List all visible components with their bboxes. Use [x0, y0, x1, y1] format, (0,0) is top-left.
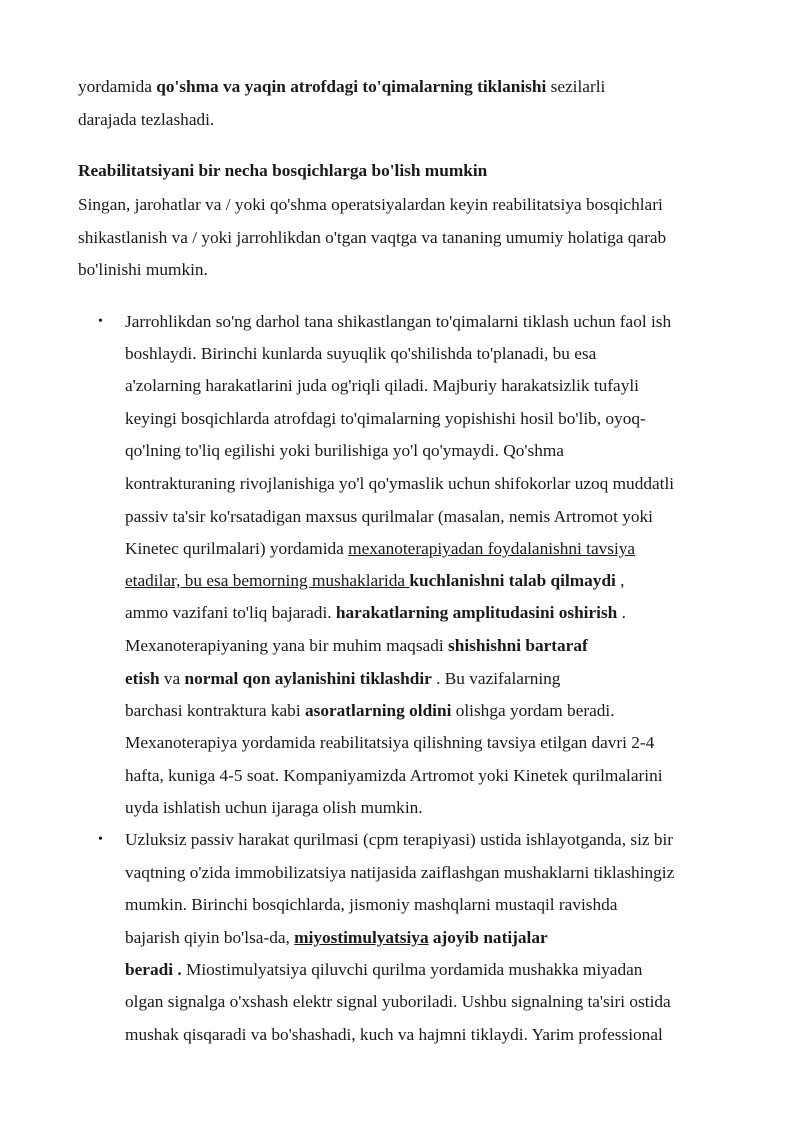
bullet2-line: olgan signalga o'xshash elektr signal yuboriladi. Ushbu signalning ta'siri ostida: [125, 992, 671, 1011]
bold-phrase: beradi .: [125, 960, 182, 979]
bullet1-line: a'zolarning harakatlarini juda og'riqli qiladi. Majburiy harakatsizlik tufayli: [125, 376, 639, 395]
intro-line-2: darajada tezlashadi.: [78, 110, 215, 129]
bullet-marker: •: [98, 314, 103, 329]
bullet1-line: hafta, kuniga 4-5 soat. Kompaniyamizda Artromot yoki Kinetek qurilmalarini: [125, 766, 663, 785]
underlined-phrase: etadilar, bu esa bemorning mushaklarida: [125, 571, 410, 590]
bullet1-line: uyda ishlatish uchun ijaraga olish mumkin.: [125, 798, 423, 817]
bullet-marker: •: [98, 832, 103, 847]
bullet1-line: etadilar, bu esa bemorning mushaklarida kuchlanishni talab qilmaydi ,: [125, 571, 625, 590]
bullet1-line: Jarrohlikdan so'ng darhol tana shikastlangan to'qimalarni tiklash uchun faol ish: [125, 312, 672, 331]
intro-bold-phrase: qo'shma va yaqin atrofdagi to'qimalarning tiklanishi: [156, 77, 547, 96]
bullet1-line: Mexanoterapiyaning yana bir muhim maqsadi shishishni bartaraf: [125, 636, 588, 655]
bullet1-line: Mexanoterapiya yordamida reabilitatsiya qilishning tavsiya etilgan davri 2-4: [125, 733, 655, 752]
bold-underlined-phrase: miyostimulyatsiya: [294, 928, 429, 947]
para-line: shikastlanish va / yoki jarrohlikdan o'tgan vaqtga va tananing umumiy holatiga qarab: [78, 228, 667, 247]
section-heading: Reabilitatsiyani bir necha bosqichlarga bo'lish mumkin: [78, 161, 488, 180]
bullet2-line: bajarish qiyin bo'lsa-da, miyostimulyatsiya ajoyib natijalar: [125, 928, 548, 947]
intro-line-1: yordamida qo'shma va yaqin atrofdagi to'qimalarning tiklanishi sezilarli: [78, 77, 606, 96]
para-line: Singan, jarohatlar va / yoki qo'shma operatsiyalardan keyin reabilitatsiya bosqichlari: [78, 195, 663, 214]
bold-phrase: harakatlarning amplitudasini oshirish: [335, 603, 618, 622]
para-line: bo'linishi mumkin.: [78, 260, 208, 279]
bullet1-line: keyingi bosqichlarda atrofdagi to'qimalarning yopishishi hosil bo'lib, oyoq-: [125, 409, 646, 428]
bullet1-line: Kinetec qurilmalari) yordamida mexanoterapiyadan foydalanishni tavsiya: [125, 539, 636, 558]
bullet2-line: beradi . Miostimulyatsiya qiluvchi qurilma yordamida mushakka miyadan: [125, 960, 643, 979]
bullet2-line: Uzluksiz passiv harakat qurilmasi (cpm terapiyasi) ustida ishlayotganda, siz bir: [125, 830, 674, 849]
bullet1-line: passiv ta'sir ko'rsatadigan maxsus qurilmalar (masalan, nemis Artromot yoki: [125, 507, 653, 526]
bold-phrase: normal qon aylanishini tiklashdir: [184, 669, 432, 688]
underlined-phrase: mexanoterapiyadan foydalanishni tavsiya: [348, 539, 636, 558]
bullet1-line: boshlaydi. Birinchi kunlarda suyuqlik qo'shilishda to'planadi, bu esa: [125, 344, 597, 363]
bullet2-line: vaqtning o'zida immobilizatsiya natijasida zaiflashgan mushaklarni tiklashingiz: [125, 863, 675, 882]
bold-phrase: ajoyib natijalar: [428, 928, 548, 947]
bullet1-line: kontrakturaning rivojlanishiga yo'l qo'ymaslik uchun shifokorlar uzoq muddatli: [125, 474, 675, 493]
bold-phrase: etish: [125, 669, 160, 688]
bullet1-line: etish va normal qon aylanishini tiklashdir . Bu vazifalarning: [125, 669, 561, 688]
bullet2-line: mumkin. Birinchi bosqichlarda, jismoniy mashqlarni mustaqil ravishda: [125, 895, 618, 914]
bullet1-line: qo'lning to'liq egilishi yoki burilishiga yo'l qo'ymaydi. Qo'shma: [125, 441, 564, 460]
bullet2-line: mushak qisqaradi va bo'shashadi, kuch va hajmni tiklaydi. Yarim professional: [125, 1025, 663, 1044]
bullet1-line: barchasi kontraktura kabi asoratlarning oldini olishga yordam beradi.: [125, 701, 615, 720]
bold-phrase: asoratlarning oldini: [304, 701, 452, 720]
bold-phrase: kuchlanishni talab qilmaydi: [409, 571, 616, 590]
bold-phrase: shishishni bartaraf: [447, 636, 588, 655]
bullet1-line: ammo vazifani to'liq bajaradi. harakatlarning amplitudasini oshirish .: [125, 603, 626, 622]
